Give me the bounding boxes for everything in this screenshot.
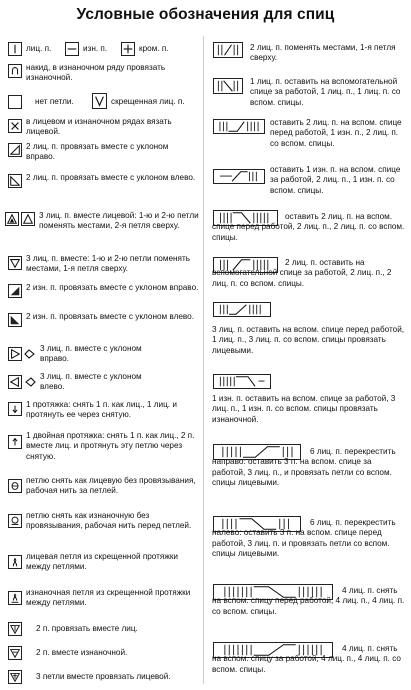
k3tog-icon <box>8 670 22 684</box>
k3tog-left-small-icon <box>24 375 36 389</box>
page-title: Условные обозначения для спиц <box>76 6 335 23</box>
legend-p2tog-left: 2 изн. п. провязать вместе с уклоном влево. <box>26 312 194 321</box>
legend-purl: изн. п. <box>83 44 108 53</box>
legend-k2tog: 2 п. провязать вместе лиц. <box>36 624 138 633</box>
legend-slip-knitwise: петлю снять как лицевую без провязывания, рабочая нить за петлей. <box>26 476 196 496</box>
legend-slip-purlwise: петлю снять как изнаночную без провязывания, рабочая нить перед петлей. <box>26 511 192 531</box>
cable-2st-icon <box>213 42 243 58</box>
legend-edge: кром. п. <box>139 44 169 53</box>
legend-cable-1-1-back: 1 лиц. п. оставить на вспомогательной спице за работой, 1 лиц. п., 1 лиц. п. со вспом. спицы. <box>250 77 401 107</box>
k2tog-right-icon <box>8 143 22 157</box>
legend-no-stitch: нет петли. <box>35 97 74 106</box>
legend-p2tog-right: 2 изн. п. провязать вместе с уклоном вправо. <box>26 283 199 292</box>
k3tog-right-icon <box>8 347 22 361</box>
k3tog-right-small-icon <box>24 347 36 361</box>
cable-1-2-back-icon <box>213 169 265 184</box>
legend-cable-1-3-back: 1 изн. п. оставить на вспом. спице за работой, 3 лиц. п., 1 изн. п. со вспом. спицы провязать изнаночной. <box>212 394 396 424</box>
k2tog-icon <box>8 622 22 636</box>
garter-cross-icon <box>8 119 22 133</box>
legend-k3tog-left: 3 лиц. п. вместе с уклоном влево. <box>40 372 142 392</box>
m1-knit-icon <box>8 555 22 569</box>
legend-cable-2st: 2 лиц. п. поменять местами, 1-я петля сверху. <box>250 43 396 63</box>
k3tog-left-icon <box>8 375 22 389</box>
legend-cable-6-right: 6 лиц. п. перекрестить направо: оставить 3 п. на вспом. спице за работой, 3 лиц. п., и провязать петли со вспом. спицы лицевыми. <box>212 447 396 487</box>
column-divider <box>203 36 204 684</box>
legend-cable-2-1-front: оставить 2 лиц. п. на вспом. спице перед работой, 1 изн. п., 2 лиц. п. со вспом. спицы. <box>270 118 402 148</box>
legend-k3tog-right: 3 лиц. п. вместе с уклоном вправо. <box>40 344 142 364</box>
legend-slip-pass: 1 протяжка: снять 1 п. как лиц., 1 лиц. и протянуть ее через снятую. <box>26 400 177 420</box>
legend-twisted-knit: скрещенная лиц. п. <box>111 97 185 106</box>
legend-cable-4-4-back: 4 лиц. п. снять на вспом. спицу за работой, 4 лиц. п., 4 лиц. п. со вспом. спицы. <box>212 644 401 674</box>
legend-knit: лиц. п. <box>26 44 52 53</box>
p2tog-right-icon <box>8 284 22 298</box>
k2tog-left-icon <box>8 174 22 188</box>
twisted-knit-icon <box>92 93 107 109</box>
cable-3-1-front-icon <box>213 302 271 317</box>
p2tog-icon <box>8 646 22 660</box>
slip-purlwise-icon <box>8 514 22 528</box>
k3tog-cross-b-icon <box>21 212 35 226</box>
legend-p2tog: 2 п. вместе изнаночной. <box>36 648 128 657</box>
k3tog-inverted-icon <box>8 256 22 270</box>
k3tog-cross-a-icon <box>5 212 19 226</box>
double-slip-pass-icon <box>8 435 22 449</box>
slip-knit-pass-icon <box>8 402 22 416</box>
legend-cable-2-2-front: оставить 2 лиц. п. на вспом. спице перед работой, 2 лиц. п., 2 лиц. п. со вспом. спицы. <box>212 212 405 242</box>
legend-cable-1-2-back: оставить 1 изн. п. на вспом. спице за работой, 2 лиц. п., 1 изн. п. со вспом. спицы. <box>270 165 401 195</box>
legend-yarn-over: накид, в изнаночном ряду провязать изнаночной. <box>26 63 166 83</box>
purl-stitch-icon <box>65 42 79 56</box>
legend-m1-knit: лицевая петля из скрещенной протяжки между петлями. <box>26 552 178 572</box>
legend-garter: в лицевом и изнаночном рядах вязать лицевой. <box>26 117 172 137</box>
legend-double-slip-pass: 1 двойная протяжка: снять 1 п. как лиц., 2 п. вместе лиц. и протянуть эту петлю через снятую. <box>26 431 195 461</box>
cable-2-1-front-icon <box>213 119 265 134</box>
p2tog-left-icon <box>8 313 22 327</box>
slip-knitwise-icon <box>8 479 22 493</box>
legend-k3tog-cross-1st-top: 3 лиц. п. вместе: 1-ю и 2-ю петли поменять местами, 1-я петля сверху. <box>26 254 190 274</box>
legend-k3tog-cross-2nd-top: 3 лиц. п. вместе лицевой: 1-ю и 2-ю петли поменять местами, 2-я петля сверху. <box>39 211 199 231</box>
legend-k2tog-left: 2 лиц. п. провязать вместе с уклоном влево. <box>26 173 196 182</box>
legend-cable-6-left: 6 лиц. п. перекрестить налево: оставить 3 п. на вспом. спице перед работой, 3 лиц. п. и провязать петли со вспом. спицы лицевыми. <box>212 518 396 558</box>
legend-k2tog-right: 2 лиц. п. провязать вместе с уклоном вправо. <box>26 142 169 162</box>
legend-m1-purl: изнаночная петля из скрещенной протяжки между петлями. <box>26 588 191 608</box>
legend-cable-4-4-front: 4 лиц. п. снять на вспом. спицу перед работой, 4 лиц. п., 4 лиц. п. со вспом. спицы. <box>212 586 405 616</box>
legend-k3tog: 3 петли вместе провязать лицевой. <box>36 672 171 681</box>
legend-cable-2-2-back: 2 лиц. п. оставить на вспомогательной спице за работой, 2 лиц. п., 2 лиц. п. со вспом. спицы. <box>212 258 392 288</box>
yarn-over-icon <box>8 64 22 78</box>
m1-purl-icon <box>8 591 22 605</box>
legend-cable-3-1-front: 3 лиц. п. оставить на вспом. спице перед работой, 1 лиц. п., 3 лиц. п. со вспом. спицы провязать лицевыми. <box>212 325 405 355</box>
cable-1-1-back-icon <box>213 78 243 94</box>
edge-stitch-icon <box>121 42 135 56</box>
knit-stitch-icon <box>8 42 22 56</box>
no-stitch-icon <box>8 95 22 109</box>
cable-1-3-back-icon <box>213 374 271 389</box>
